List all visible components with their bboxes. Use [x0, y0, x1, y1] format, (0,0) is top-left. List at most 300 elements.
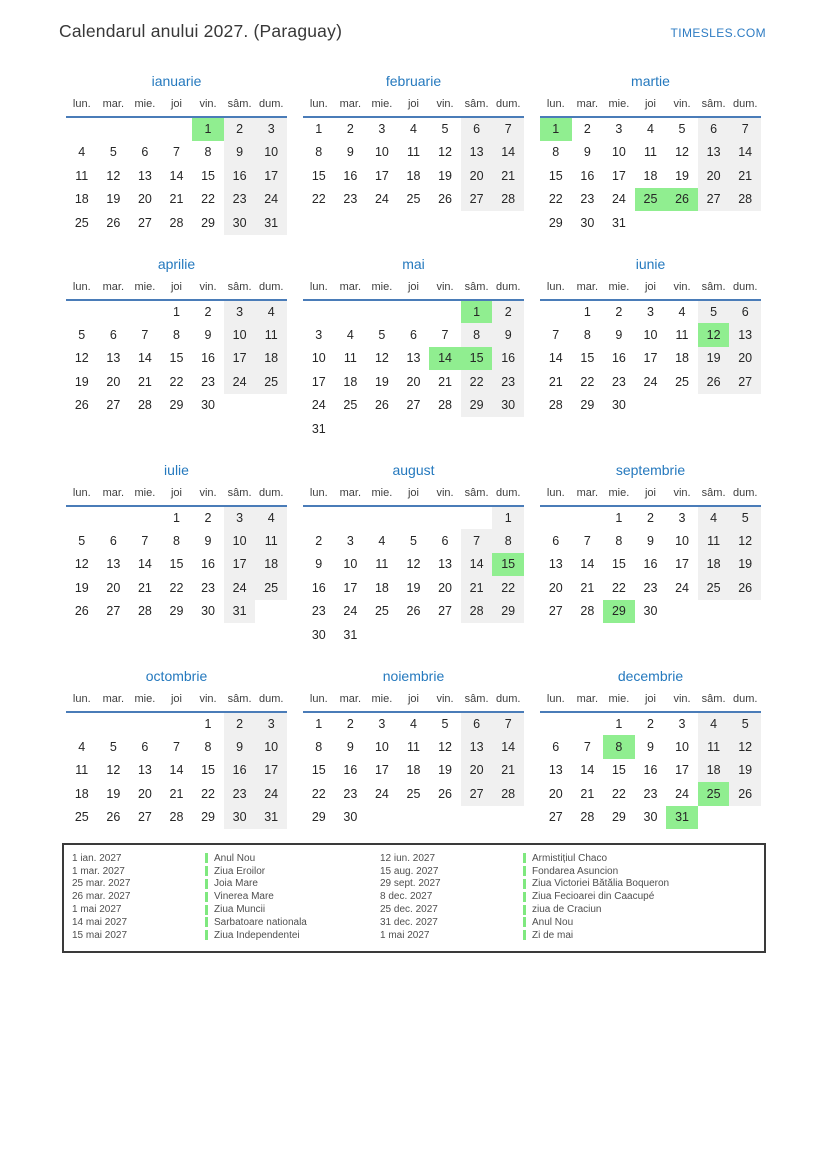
month-grid — [540, 485, 761, 624]
day-cell: 24 — [311, 398, 326, 413]
day-cell: 25 — [255, 370, 287, 394]
day-cell: 1 — [315, 122, 323, 137]
day-cell: 5 — [729, 712, 761, 736]
weekday-label: joi — [635, 485, 667, 506]
weekday-label: mar. — [572, 485, 604, 506]
day-cell: 20 — [729, 347, 761, 371]
day-cell: 16 — [580, 168, 595, 183]
day-cell: 8 — [315, 739, 323, 754]
weekday-label: joi — [161, 96, 193, 117]
weekday-label: lun. — [303, 485, 335, 506]
day-cell: 8 — [172, 327, 180, 342]
day-cell: 23 — [492, 370, 524, 394]
day-cell: 4 — [678, 304, 686, 319]
day-cell: 3 — [615, 122, 623, 137]
day-cell: 3 — [315, 327, 323, 342]
month-februarie — [303, 72, 524, 211]
day-cell: 31 — [343, 627, 358, 642]
day-cell: 26 — [729, 576, 761, 600]
day-cell: 29 — [603, 600, 635, 624]
day-cell: 21 — [548, 374, 563, 389]
empty-cell — [461, 506, 493, 530]
day-cell: 28 — [492, 782, 524, 806]
legend-date: 15 aug. 2027 — [380, 865, 439, 877]
day-cell: 25 — [74, 810, 89, 825]
day-cell: 13 — [461, 735, 493, 759]
empty-cell — [255, 394, 287, 418]
legend-date: 1 mar. 2027 — [72, 865, 125, 877]
day-cell: 2 — [646, 716, 654, 731]
empty-cell — [161, 117, 193, 141]
day-cell: 24 — [224, 370, 256, 394]
day-cell: 20 — [698, 164, 730, 188]
day-cell: 2 — [492, 300, 524, 324]
day-cell: 16 — [343, 763, 358, 778]
day-cell: 6 — [698, 117, 730, 141]
day-cell: 5 — [678, 122, 686, 137]
day-cell: 11 — [675, 327, 689, 342]
day-cell: 8 — [615, 533, 623, 548]
day-cell: 18 — [406, 168, 421, 183]
day-cell: 5 — [409, 533, 417, 548]
weekday-label: vin. — [666, 96, 698, 117]
day-cell: 12 — [74, 557, 89, 572]
weekday-label: lun. — [540, 691, 572, 712]
day-cell: 21 — [492, 164, 524, 188]
legend-holiday-name: Ziua Victoriei Bătălia Boqueron — [532, 878, 670, 890]
empty-cell — [366, 623, 398, 647]
empty-cell — [366, 300, 398, 324]
day-cell: 7 — [583, 739, 591, 754]
day-cell: 8 — [204, 145, 212, 160]
day-cell: 1 — [172, 510, 180, 525]
weekday-label: mar. — [98, 691, 130, 712]
day-cell: 31 — [255, 806, 287, 830]
month-title: aprilie — [157, 255, 196, 272]
day-cell: 10 — [311, 351, 326, 366]
empty-cell — [66, 300, 98, 324]
legend-date: 26 mar. 2027 — [72, 891, 131, 903]
day-cell: 25 — [406, 786, 421, 801]
weekday-label: mie. — [366, 691, 398, 712]
day-cell: 12 — [675, 145, 689, 160]
weekday-label: dum. — [255, 279, 287, 300]
day-cell: 30 — [492, 394, 524, 418]
day-cell: 4 — [409, 716, 417, 731]
day-cell: 8 — [172, 533, 180, 548]
day-cell: 20 — [461, 164, 493, 188]
day-cell: 5 — [78, 533, 86, 548]
month-grid — [540, 96, 761, 235]
day-cell: 13 — [698, 141, 730, 165]
empty-cell — [729, 211, 761, 235]
months-grid — [66, 72, 761, 829]
weekday-label: lun. — [66, 96, 98, 117]
day-cell: 19 — [438, 763, 452, 778]
empty-cell — [698, 600, 730, 624]
day-cell: 19 — [74, 580, 89, 595]
day-cell: 28 — [729, 188, 761, 212]
day-cell: 16 — [201, 351, 215, 366]
day-cell: 16 — [311, 580, 326, 595]
day-cell: 26 — [74, 398, 89, 413]
weekday-label: joi — [161, 485, 193, 506]
day-cell: 1 — [492, 506, 524, 530]
day-cell: 10 — [343, 557, 358, 572]
day-cell: 26 — [698, 370, 730, 394]
day-cell: 30 — [224, 211, 256, 235]
legend-holiday-name: Anul Nou — [214, 852, 256, 864]
weekday-label: joi — [398, 279, 430, 300]
empty-cell — [572, 712, 604, 736]
empty-cell — [729, 600, 761, 624]
day-cell: 6 — [461, 117, 493, 141]
day-cell: 2 — [224, 117, 256, 141]
day-cell: 4 — [255, 300, 287, 324]
day-cell: 28 — [169, 215, 184, 230]
day-cell: 1 — [172, 304, 180, 319]
day-cell: 10 — [675, 739, 689, 754]
day-cell: 26 — [438, 786, 452, 801]
day-cell: 6 — [109, 327, 117, 342]
day-cell: 8 — [204, 739, 212, 754]
day-cell: 6 — [141, 739, 149, 754]
day-cell: 12 — [406, 557, 421, 572]
day-cell: 22 — [461, 370, 493, 394]
empty-cell — [335, 506, 367, 530]
legend-holiday — [523, 853, 764, 864]
day-cell: 28 — [580, 810, 595, 825]
day-cell: 27 — [106, 398, 121, 413]
legend-holiday-name: ziua de Craciun — [532, 904, 602, 916]
empty-cell — [398, 623, 430, 647]
legend-holiday — [523, 904, 764, 915]
weekday-label: sâm. — [224, 279, 256, 300]
day-cell: 23 — [224, 782, 256, 806]
empty-cell — [461, 623, 493, 647]
day-cell: 12 — [729, 735, 761, 759]
day-cell: 17 — [255, 759, 287, 783]
legend-holiday — [523, 891, 764, 902]
legend-color-bar — [205, 866, 208, 876]
day-cell: 24 — [675, 786, 689, 801]
day-cell: 3 — [346, 533, 354, 548]
weekday-label: joi — [398, 485, 430, 506]
day-cell: 26 — [106, 215, 121, 230]
day-cell: 3 — [678, 716, 686, 731]
day-cell: 1 — [615, 510, 623, 525]
day-cell: 12 — [74, 351, 89, 366]
day-cell: 5 — [78, 327, 86, 342]
day-cell: 17 — [374, 168, 389, 183]
day-cell: 18 — [74, 786, 89, 801]
weekday-label: joi — [398, 691, 430, 712]
day-cell: 31 — [224, 600, 256, 624]
weekday-label: sâm. — [461, 485, 493, 506]
day-cell: 9 — [204, 327, 212, 342]
legend-color-bar — [523, 917, 526, 927]
day-cell: 11 — [255, 323, 287, 347]
weekday-label: dum. — [729, 279, 761, 300]
day-cell: 27 — [461, 782, 493, 806]
weekday-label: dum. — [492, 485, 524, 506]
weekday-label: mar. — [98, 485, 130, 506]
weekday-label: sâm. — [224, 96, 256, 117]
day-cell: 24 — [255, 188, 287, 212]
weekday-label: mie. — [366, 485, 398, 506]
day-cell: 10 — [224, 323, 256, 347]
day-cell: 23 — [311, 604, 326, 619]
month-grid — [66, 279, 287, 418]
weekday-label: mar. — [335, 96, 367, 117]
day-cell: 27 — [106, 604, 121, 619]
day-cell: 7 — [492, 117, 524, 141]
day-cell: 2 — [204, 304, 212, 319]
day-cell: 2 — [615, 304, 623, 319]
day-cell: 23 — [580, 192, 595, 207]
day-cell: 5 — [109, 739, 117, 754]
day-cell: 27 — [438, 604, 452, 619]
day-cell: 29 — [201, 215, 215, 230]
day-cell: 28 — [438, 398, 452, 413]
day-cell: 19 — [729, 759, 761, 783]
empty-cell — [255, 600, 287, 624]
day-cell: 1 — [583, 304, 591, 319]
day-cell: 20 — [137, 192, 152, 207]
empty-cell — [429, 623, 461, 647]
day-cell: 6 — [552, 533, 560, 548]
day-cell: 2 — [315, 533, 323, 548]
day-cell: 30 — [611, 398, 626, 413]
empty-cell — [729, 806, 761, 830]
weekday-label: lun. — [66, 691, 98, 712]
day-cell: 28 — [461, 600, 493, 624]
day-cell: 11 — [406, 145, 420, 160]
month-title: octombrie — [145, 667, 208, 684]
day-cell: 14 — [580, 557, 595, 572]
day-cell: 4 — [78, 739, 86, 754]
day-cell: 3 — [646, 304, 654, 319]
day-cell: 1 — [461, 300, 493, 324]
legend-date: 1 mai 2027 — [72, 904, 122, 916]
legend-holiday-name: Ziua Eroilor — [214, 865, 266, 877]
day-cell: 12 — [698, 323, 730, 347]
weekday-label: vin. — [192, 279, 224, 300]
day-cell: 14 — [580, 763, 595, 778]
day-cell: 13 — [461, 141, 493, 165]
day-cell: 22 — [611, 580, 626, 595]
day-cell: 5 — [441, 716, 449, 731]
legend-color-bar — [205, 892, 208, 902]
month-septembrie — [540, 461, 761, 624]
day-cell: 8 — [583, 327, 591, 342]
day-cell: 29 — [580, 398, 595, 413]
day-cell: 26 — [666, 188, 698, 212]
day-cell: 18 — [698, 553, 730, 577]
day-cell: 10 — [224, 529, 256, 553]
day-cell: 8 — [603, 735, 635, 759]
day-cell: 19 — [675, 168, 689, 183]
legend-holiday — [205, 878, 380, 889]
weekday-label: sâm. — [698, 96, 730, 117]
weekday-label: vin. — [192, 691, 224, 712]
day-cell: 30 — [201, 398, 215, 413]
day-cell: 30 — [343, 810, 358, 825]
day-cell: 22 — [611, 786, 626, 801]
day-cell: 15 — [611, 763, 626, 778]
month-grid — [303, 485, 524, 647]
weekday-label: mar. — [335, 279, 367, 300]
day-cell: 17 — [311, 374, 326, 389]
day-cell: 15 — [311, 168, 326, 183]
day-cell: 7 — [729, 117, 761, 141]
day-cell: 6 — [409, 327, 417, 342]
day-cell: 6 — [109, 533, 117, 548]
day-cell: 15 — [580, 351, 595, 366]
day-cell: 18 — [74, 192, 89, 207]
day-cell: 14 — [169, 763, 184, 778]
day-cell: 18 — [698, 759, 730, 783]
empty-cell — [540, 506, 572, 530]
day-cell: 17 — [255, 164, 287, 188]
day-cell: 15 — [201, 168, 215, 183]
day-cell: 12 — [438, 739, 452, 754]
legend-color-bar — [523, 905, 526, 915]
day-cell: 27 — [729, 370, 761, 394]
legend-color-bar — [205, 879, 208, 889]
weekday-label: dum. — [492, 691, 524, 712]
day-cell: 29 — [169, 604, 184, 619]
weekday-label: sâm. — [698, 691, 730, 712]
weekday-label: lun. — [303, 279, 335, 300]
day-cell: 27 — [548, 810, 563, 825]
day-cell: 14 — [137, 351, 152, 366]
day-cell: 30 — [224, 806, 256, 830]
empty-cell — [366, 506, 398, 530]
day-cell: 18 — [675, 351, 689, 366]
day-cell: 16 — [643, 557, 658, 572]
weekday-label: mar. — [335, 485, 367, 506]
day-cell: 25 — [698, 576, 730, 600]
legend-date: 25 dec. 2027 — [380, 904, 438, 916]
day-cell: 14 — [729, 141, 761, 165]
weekday-label: sâm. — [461, 691, 493, 712]
day-cell: 22 — [169, 580, 184, 595]
day-cell: 4 — [378, 533, 386, 548]
empty-cell — [66, 712, 98, 736]
day-cell: 10 — [255, 735, 287, 759]
legend-holiday — [205, 866, 380, 877]
day-cell: 3 — [255, 712, 287, 736]
weekday-label: vin. — [192, 96, 224, 117]
day-cell: 7 — [441, 327, 449, 342]
month-title: august — [392, 461, 435, 478]
day-cell: 12 — [438, 145, 452, 160]
day-cell: 19 — [438, 168, 452, 183]
legend-date: 8 dec. 2027 — [380, 891, 433, 903]
month-title: septembrie — [615, 461, 686, 478]
day-cell: 21 — [729, 164, 761, 188]
empty-cell — [398, 300, 430, 324]
day-cell: 11 — [343, 351, 357, 366]
legend-color-bar — [523, 892, 526, 902]
day-cell: 11 — [643, 145, 657, 160]
day-cell: 31 — [311, 421, 326, 436]
legend-holiday — [205, 917, 380, 928]
legend-date: 15 mai 2027 — [72, 929, 128, 941]
day-cell: 3 — [378, 716, 386, 731]
legend-holiday-name: Vinerea Mare — [214, 891, 274, 903]
day-cell: 14 — [548, 351, 563, 366]
day-cell: 4 — [698, 506, 730, 530]
day-cell: 19 — [74, 374, 89, 389]
month-grid — [66, 485, 287, 624]
weekday-label: dum. — [255, 96, 287, 117]
day-cell: 18 — [643, 168, 658, 183]
day-cell: 28 — [548, 398, 563, 413]
day-cell: 13 — [106, 557, 121, 572]
day-cell: 20 — [548, 580, 563, 595]
day-cell: 13 — [729, 323, 761, 347]
day-cell: 25 — [74, 215, 89, 230]
day-cell: 14 — [492, 141, 524, 165]
day-cell: 14 — [492, 735, 524, 759]
day-cell: 28 — [492, 188, 524, 212]
day-cell: 26 — [729, 782, 761, 806]
empty-cell — [429, 300, 461, 324]
day-cell: 21 — [461, 576, 493, 600]
day-cell: 22 — [201, 192, 215, 207]
day-cell: 15 — [461, 347, 493, 371]
day-cell: 12 — [729, 529, 761, 553]
empty-cell — [98, 117, 130, 141]
legend-holiday-name: Armistițiul Chaco — [532, 852, 608, 864]
empty-cell — [366, 806, 398, 830]
legend-grid — [72, 852, 764, 942]
legend-holiday — [205, 891, 380, 902]
day-cell: 17 — [224, 553, 256, 577]
month-decembrie — [540, 667, 761, 830]
day-cell: 26 — [406, 604, 421, 619]
day-cell: 1 — [192, 117, 224, 141]
day-cell: 22 — [548, 192, 563, 207]
day-cell: 8 — [552, 145, 560, 160]
weekday-label: mar. — [98, 279, 130, 300]
legend-date: 29 sept. 2027 — [380, 878, 441, 890]
legend-holiday — [205, 904, 380, 915]
site-link[interactable]: TIMESLES.COM — [670, 26, 766, 40]
day-cell: 15 — [169, 557, 184, 572]
weekday-label: sâm. — [698, 279, 730, 300]
day-cell: 6 — [141, 145, 149, 160]
day-cell: 25 — [374, 604, 389, 619]
day-cell: 11 — [75, 168, 89, 183]
weekday-label: dum. — [729, 96, 761, 117]
empty-cell — [98, 300, 130, 324]
weekday-label: vin. — [429, 279, 461, 300]
weekday-label: dum. — [255, 691, 287, 712]
day-cell: 14 — [461, 553, 493, 577]
month-grid — [66, 691, 287, 830]
day-cell: 12 — [374, 351, 389, 366]
day-cell: 9 — [492, 323, 524, 347]
legend-holiday-name: Fondarea Asuncion — [532, 865, 619, 877]
weekday-label: dum. — [492, 279, 524, 300]
month-grid — [540, 691, 761, 830]
day-cell: 2 — [224, 712, 256, 736]
day-cell: 10 — [255, 141, 287, 165]
day-cell: 25 — [698, 782, 730, 806]
